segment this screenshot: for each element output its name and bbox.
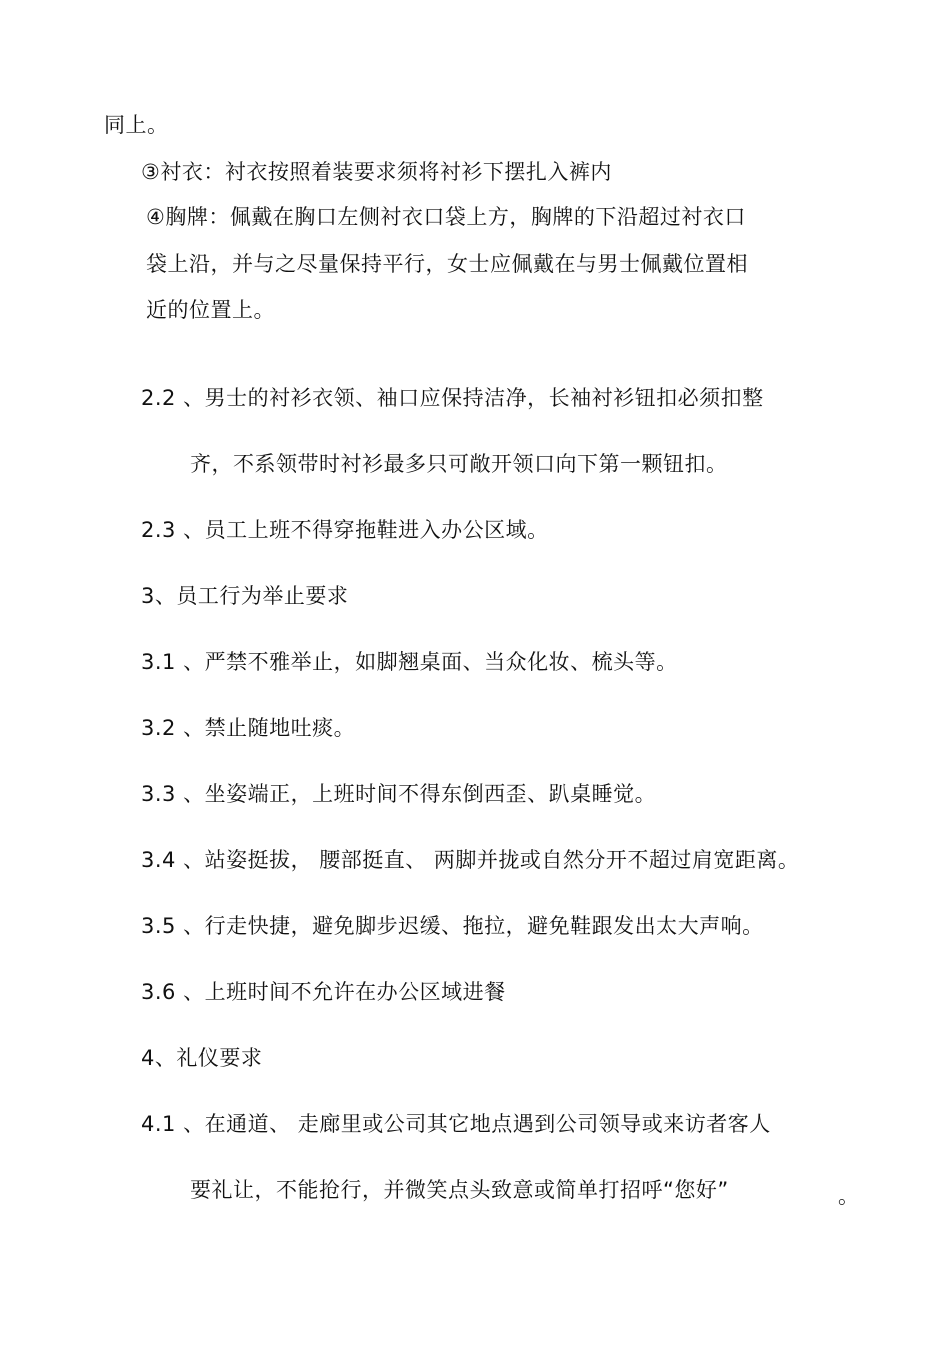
text-line: 同上。	[104, 113, 169, 137]
section-heading: 3、员工行为举止要求	[141, 584, 349, 608]
text-line: 袋上沿，并与之尽量保持平行，女士应佩戴在与男士佩戴位置相	[146, 252, 748, 276]
text-line: 3.6 、上班时间不允许在办公区域进餐	[141, 980, 506, 1004]
text-line: ③衬衣：衬衣按照着装要求须将衬衫下摆扎入裤内	[141, 160, 612, 184]
section-heading: 4、礼仪要求	[141, 1046, 263, 1070]
text-line: 3.5 、行走快捷，避免脚步迟缓、拖拉，避免鞋跟发出太大声响。	[141, 914, 764, 938]
trailing-period: 。	[838, 1184, 859, 1208]
text-line: 近的位置上。	[146, 298, 275, 322]
text-line: 4.1 、在通道、 走廊里或公司其它地点遇到公司领导或来访者客人	[141, 1112, 771, 1136]
text-line: 2.3 、员工上班不得穿拖鞋进入办公区域。	[141, 518, 549, 542]
text-line: 2.2 、男士的衬衫衣领、袖口应保持洁净，长袖衬衫钮扣必须扣整	[141, 386, 764, 410]
text-line: ④胸牌：佩戴在胸口左侧衬衣口袋上方，胸牌的下沿超过衬衣口	[146, 205, 746, 229]
text-line: 齐，不系领带时衬衫最多只可敞开领口向下第一颗钮扣。	[190, 452, 728, 476]
text-line: 3.1 、严禁不雅举止，如脚翘桌面、当众化妆、梳头等。	[141, 650, 678, 674]
text-line: 要礼让，不能抢行，并微笑点头致意或简单打招呼“您好”	[190, 1178, 729, 1202]
text-line: 3.4 、站姿挺拔， 腰部挺直、 两脚并拢或自然分开不超过肩宽距离。	[141, 848, 800, 872]
text-line: 3.3 、坐姿端正，上班时间不得东倒西歪、趴桌睡觉。	[141, 782, 657, 806]
text-line: 3.2 、禁止随地吐痰。	[141, 716, 356, 740]
